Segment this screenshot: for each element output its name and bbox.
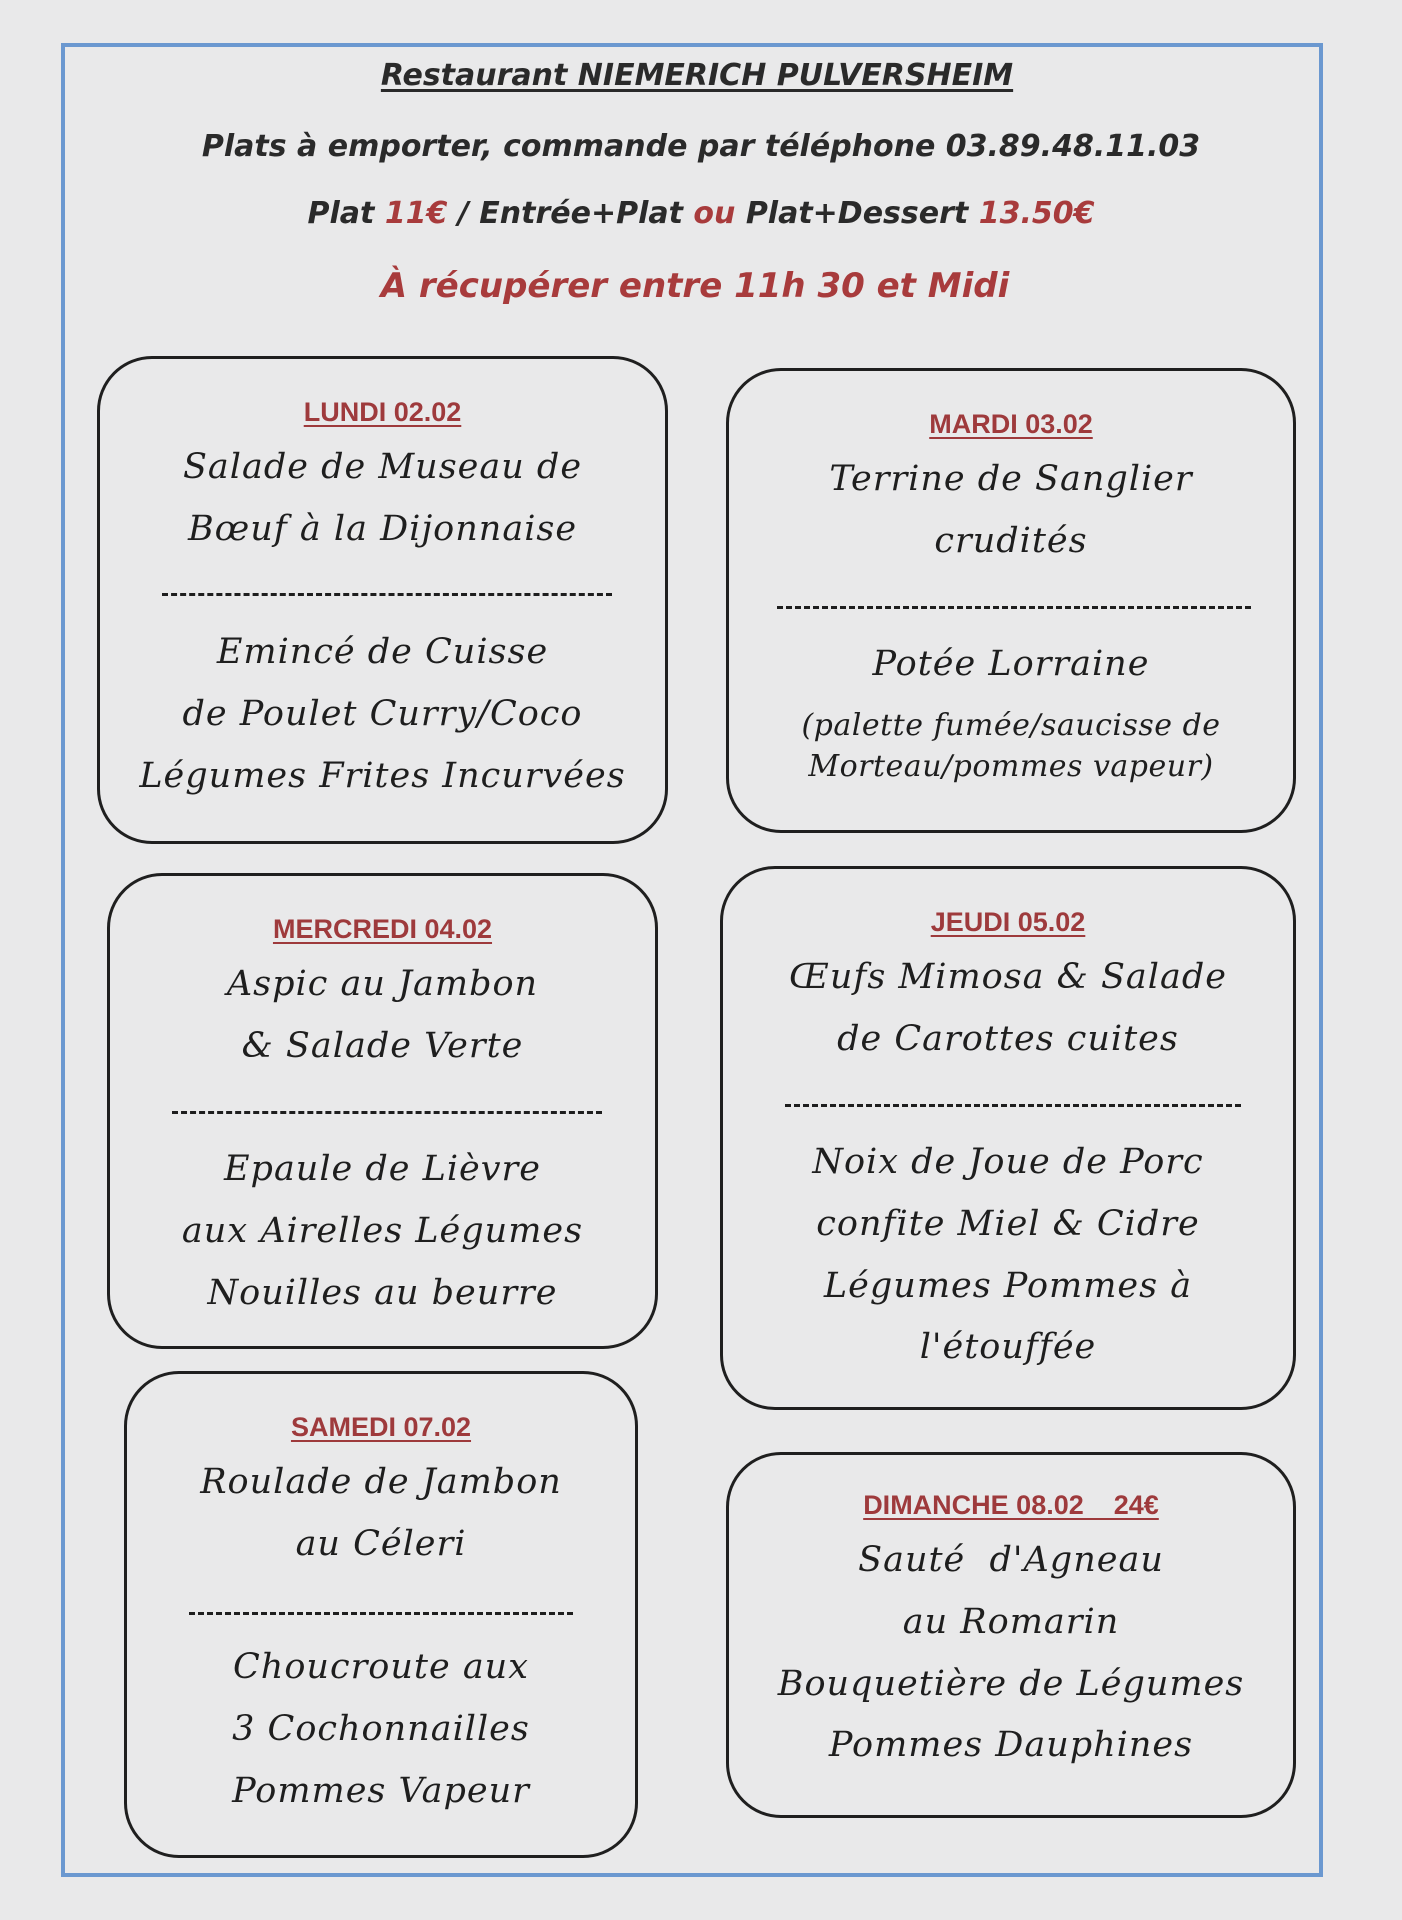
dish-separator <box>172 1111 602 1114</box>
combo-price: 13.50€ <box>978 196 1095 231</box>
menu-card-jeudi <box>720 866 1296 1410</box>
day-label: LUNDI 02.02 <box>303 397 462 427</box>
main-line: Morteau/pommes vapeur) <box>808 749 1214 784</box>
day-label: DIMANCHE 08.02 24€ <box>863 1490 1159 1520</box>
menu-card-lundi <box>97 356 668 844</box>
starter-line: crudités <box>934 521 1088 561</box>
menu-card-mardi <box>726 368 1296 833</box>
menu-line: Bouquetière de Légumes <box>777 1664 1245 1704</box>
entree-plat-label: / Entrée+Plat <box>447 196 694 231</box>
starter-line: & Salade Verte <box>241 1026 524 1066</box>
main-line: Légumes Pommes à <box>823 1266 1193 1306</box>
starter-line: Salade de Museau de <box>182 447 583 487</box>
day-label: MERCREDI 04.02 <box>272 914 493 944</box>
main-line: confite Miel & Cidre <box>816 1204 1200 1244</box>
day-label: SAMEDI 07.02 <box>290 1412 472 1442</box>
starter-line: au Céleri <box>295 1524 467 1564</box>
day-label: JEUDI 05.02 <box>930 907 1086 937</box>
main-line: (palette fumée/saucisse de <box>801 708 1221 743</box>
main-line: Pommes Vapeur <box>232 1771 530 1811</box>
plat-price: 11€ <box>384 196 448 231</box>
starter-line: Aspic au Jambon <box>226 964 539 1004</box>
menu-line: Pommes Dauphines <box>828 1725 1194 1765</box>
main-line: Epaule de Lièvre <box>223 1149 541 1189</box>
main-line: Noix de Joue de Porc <box>812 1142 1204 1182</box>
or-word: ou <box>693 196 736 231</box>
plat-label: Plat <box>307 196 385 231</box>
starter-line: Bœuf à la Dijonnaise <box>187 509 578 549</box>
starter-line: Œufs Mimosa & Salade <box>789 957 1227 997</box>
main-line: Nouilles au beurre <box>207 1273 558 1313</box>
dish-separator <box>777 606 1251 609</box>
main-line: Légumes Frites Incurvées <box>139 756 626 796</box>
dish-separator <box>162 593 612 596</box>
main-line: Emincé de Cuisse <box>216 632 549 672</box>
price-line <box>0 196 1402 231</box>
main-line: Potée Lorraine <box>872 644 1150 684</box>
menu-card-dimanche <box>726 1452 1296 1818</box>
main-line: 3 Cochonnailles <box>232 1709 530 1749</box>
pickup-time: À récupérer entre 11h 30 et Midi <box>380 266 1010 306</box>
restaurant-title: Restaurant NIEMERICH PULVERSHEIM <box>380 58 1014 93</box>
main-line: aux Airelles Légumes <box>181 1211 584 1251</box>
starter-line: Terrine de Sanglier <box>829 459 1193 499</box>
menu-line: Sauté d'Agneau <box>858 1540 1164 1580</box>
dish-separator <box>189 1612 573 1615</box>
main-line: l'étouffée <box>919 1327 1097 1367</box>
menu-card-mercredi <box>107 873 658 1349</box>
takeaway-phone-line: Plats à emporter, commande par téléphone 03.89.48.11.03 <box>201 129 1201 164</box>
starter-line: Roulade de Jambon <box>200 1462 562 1502</box>
dish-separator <box>785 1104 1241 1107</box>
main-line: Choucroute aux <box>233 1647 529 1687</box>
plat-dessert-label: Plat+Dessert <box>735 196 979 231</box>
main-line: de Poulet Curry/Coco <box>182 694 583 734</box>
starter-line: de Carottes cuites <box>837 1019 1179 1059</box>
menu-line: au Romarin <box>902 1602 1120 1642</box>
day-label: MARDI 03.02 <box>929 409 1093 439</box>
menu-card-samedi <box>124 1371 638 1858</box>
